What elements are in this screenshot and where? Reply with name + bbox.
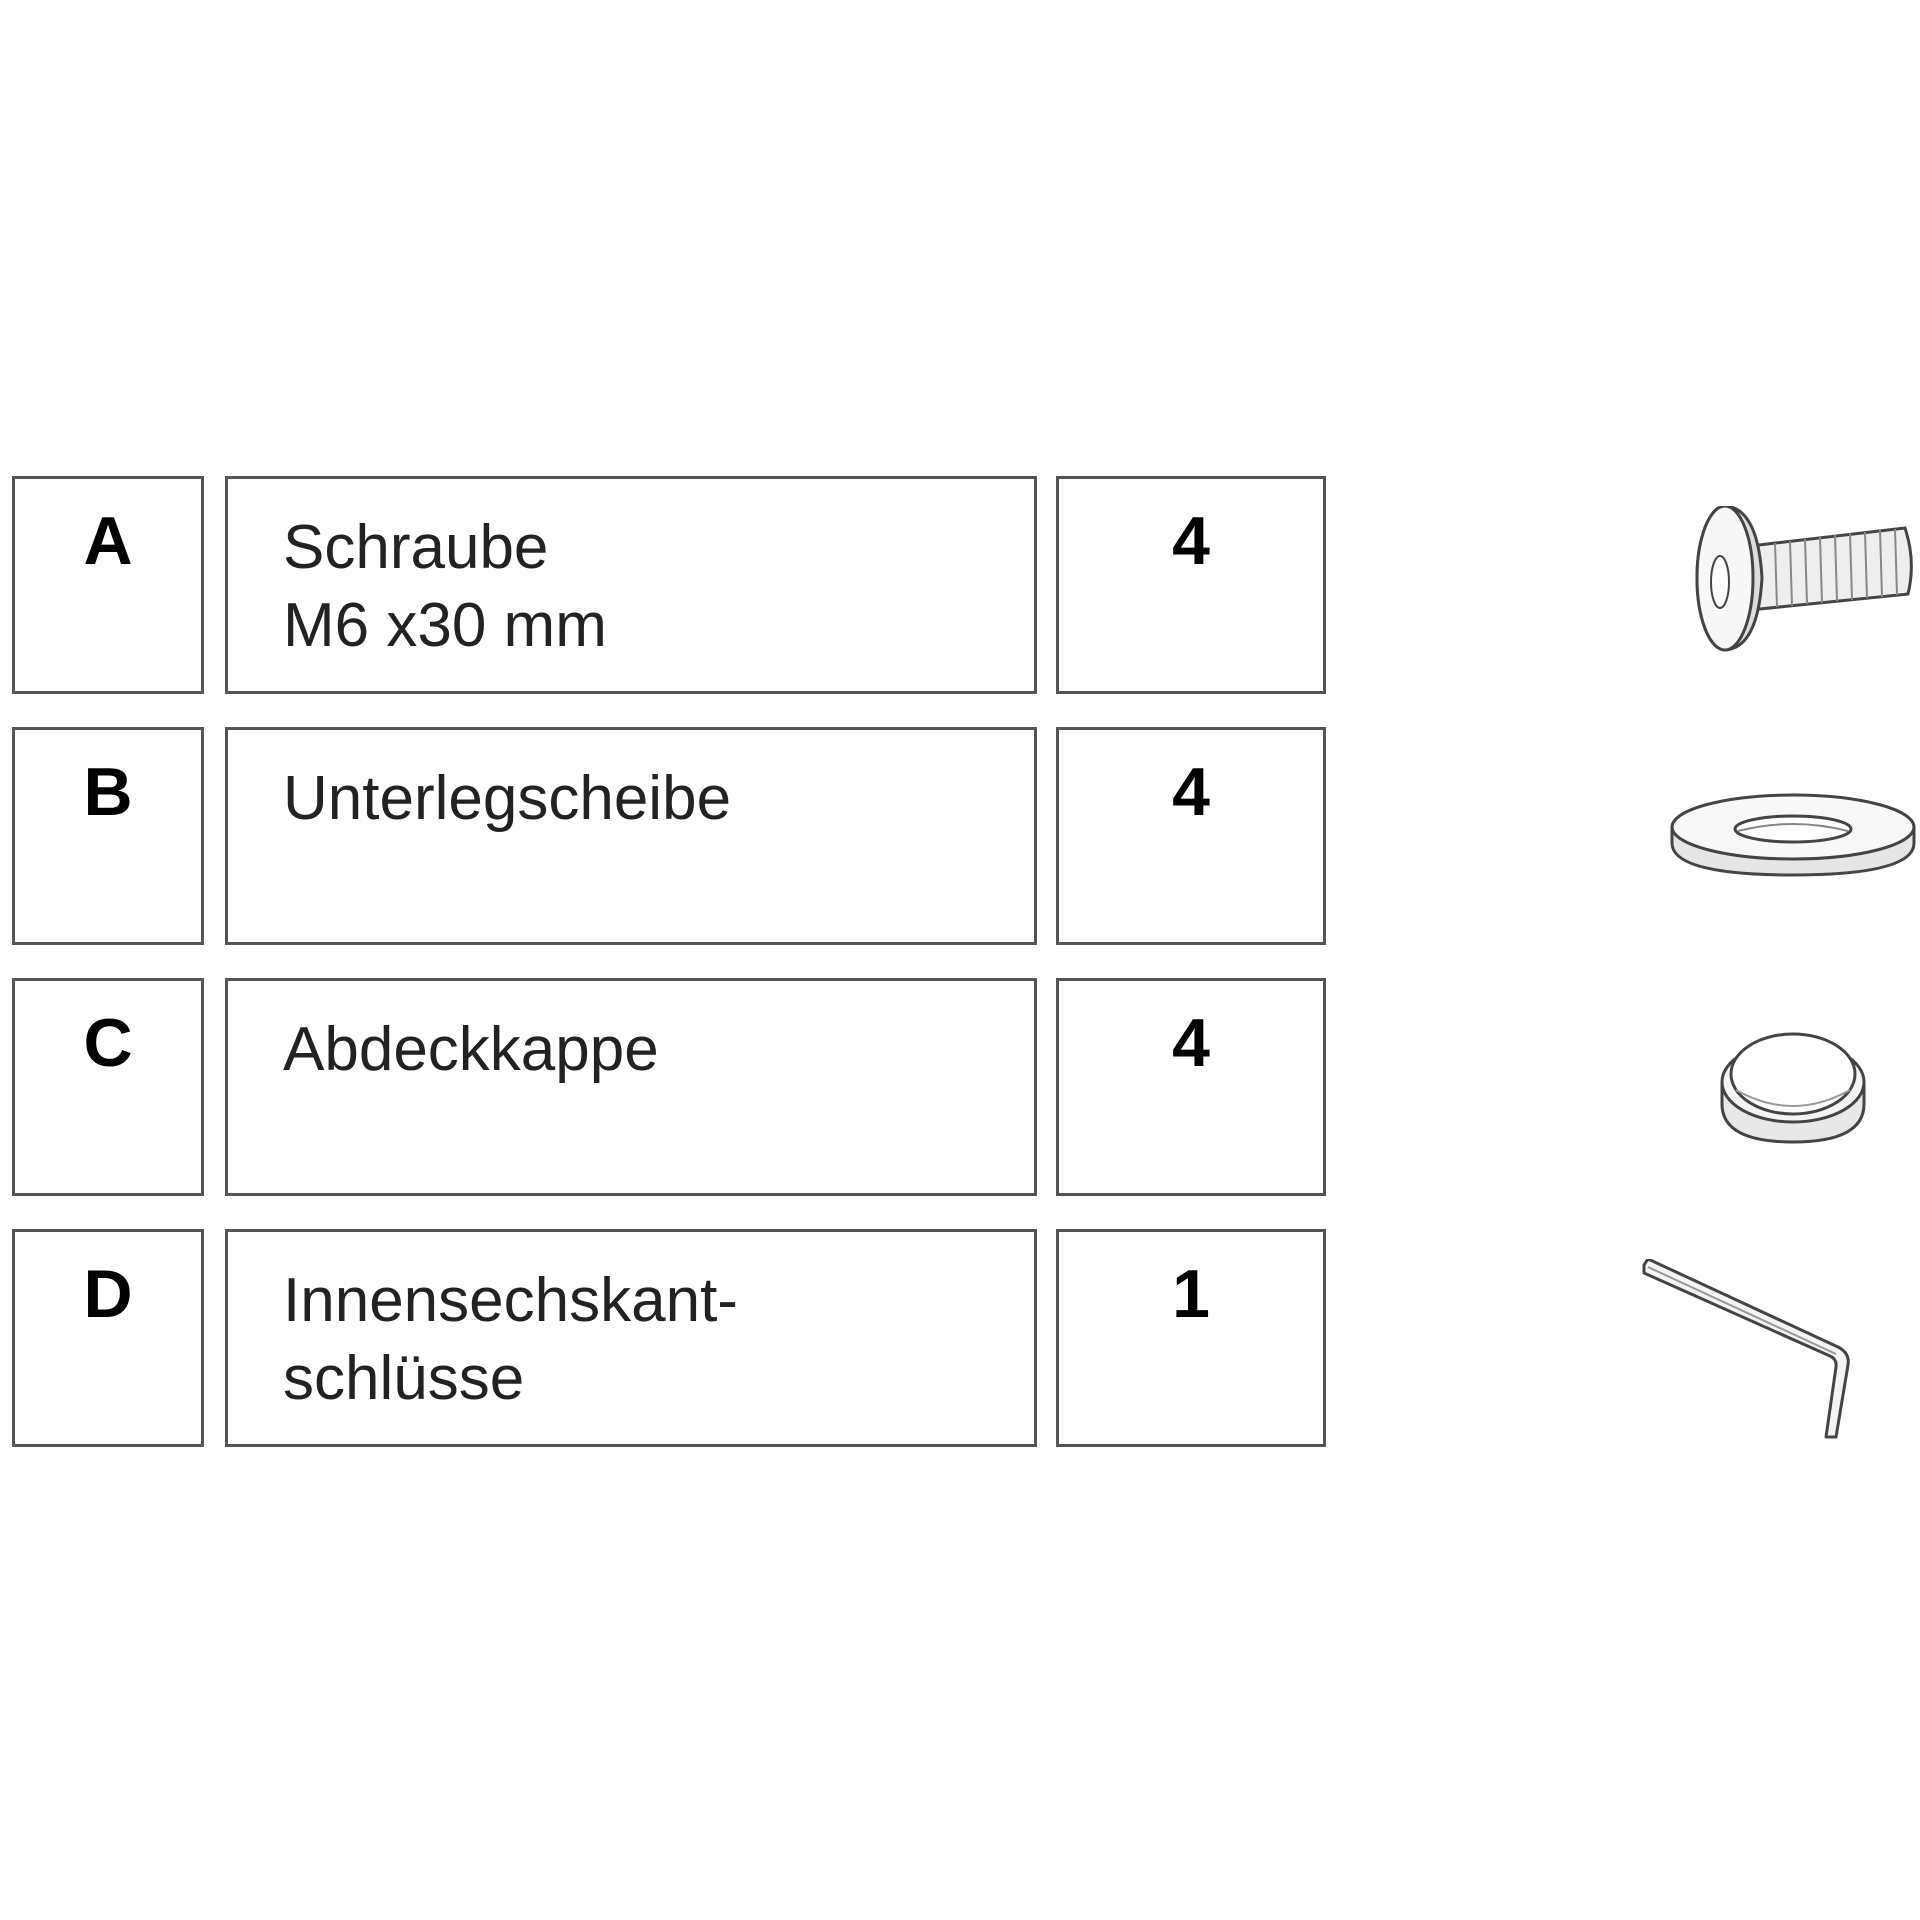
part-quantity-cell [1056, 727, 1326, 945]
part-quantity-cell [1056, 476, 1326, 694]
part-letter: D [83, 1256, 133, 1332]
part-name-cell [225, 727, 1037, 945]
part-quantity: 1 [1172, 1256, 1210, 1332]
part-letter: A [83, 503, 133, 579]
part-letter-cell [12, 476, 204, 694]
screw-icon [1680, 506, 1920, 666]
part-name-cell [225, 476, 1037, 694]
part-name-cell [225, 978, 1037, 1196]
part-letter-cell [12, 1229, 204, 1447]
part-name: Schraube M6 x30 mm [283, 513, 607, 660]
part-quantity: 4 [1172, 503, 1210, 579]
part-row-a [0, 476, 1920, 698]
cover-cap-icon [1716, 1024, 1870, 1148]
part-quantity-cell [1056, 1229, 1326, 1447]
part-letter: B [83, 754, 133, 830]
part-name: Abdeckkappe [283, 1015, 659, 1084]
part-row-b [0, 727, 1920, 949]
part-letter-cell [12, 978, 204, 1196]
hex-key-icon [1640, 1259, 1860, 1449]
part-quantity: 4 [1172, 754, 1210, 830]
part-quantity-cell [1056, 978, 1326, 1196]
part-name-cell [225, 1229, 1037, 1447]
part-row-c [0, 978, 1920, 1200]
part-letter: C [83, 1005, 133, 1081]
part-name: Unterlegscheibe [283, 764, 732, 833]
part-row-d [0, 1229, 1920, 1451]
washer-icon [1668, 787, 1918, 887]
part-quantity: 4 [1172, 1005, 1210, 1081]
part-name: Innensechskant- schlüsse [283, 1266, 738, 1413]
part-letter-cell [12, 727, 204, 945]
